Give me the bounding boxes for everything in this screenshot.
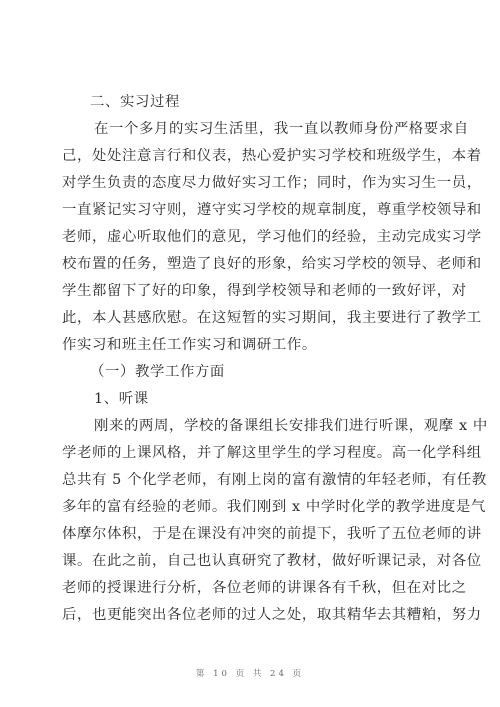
paragraph-line: 体摩尔体积，于是在课没有冲突的前提下，我听了五位老师的讲 [62,526,482,542]
subsection-heading: （一）教学工作方面 [90,364,225,380]
paragraph-line: 后，也更能突出各位老师的过人之处，取其精华去其糟粕，努力 [62,607,482,623]
paragraph-line: 老师，虚心听取他们的意见，学习他们的经验，主动完成实习学 [62,229,482,245]
page-number-footer: 第 10 页 共 24 页 [195,669,305,679]
item-heading: 1、听课 [94,391,149,407]
paragraph-line: 此，本人甚感欣慰。在这短暂的实习期间，我主要进行了教学工 [62,310,482,326]
paragraph-line: 校布置的任务，塑造了良好的形象，给实习学校的领导、老师和 [62,256,482,272]
paragraph-line: 刚来的两周，学校的备课组长安排我们进行听课，观摩 x 中 [94,418,488,434]
paragraph-line: 课。在此之前，自己也认真研究了教材，做好听课记录，对各位 [62,553,482,569]
paragraph-line: 学生都留下了好的印象，得到学校领导和老师的一致好评，对 [62,283,467,299]
paragraph-line: 在一个多月的实习生活里，我一直以教师身份严格要求自 [94,121,469,137]
section-heading: 二、实习过程 [90,94,180,110]
paragraph-line: 对学生负责的态度尽力做好实习工作；同时，作为实习生一员， [62,175,482,191]
paragraph-line: 学老师的上课风格，并了解这里学生的学习程度。高一化学科组 [62,445,482,461]
paragraph-line: 多年的富有经验的老师。我们刚到 x 中学时化学的教学进度是气 [62,499,486,515]
paragraph-line: 老师的授课进行分析，各位老师的讲课各有千秋，但在对比之 [62,580,467,596]
paragraph-line: 作实习和班主任工作实习和调研工作。 [62,337,317,353]
paragraph-line: 己，处处注意言行和仪表，热心爱护实习学校和班级学生，本着 [62,148,482,164]
paragraph-line: 总共有 5 个化学老师，有刚上岗的富有激情的年轻老师，有任教 [62,472,487,488]
paragraph-line: 一直紧记实习守则，遵守实习学校的规章制度，尊重学校领导和 [62,202,482,218]
